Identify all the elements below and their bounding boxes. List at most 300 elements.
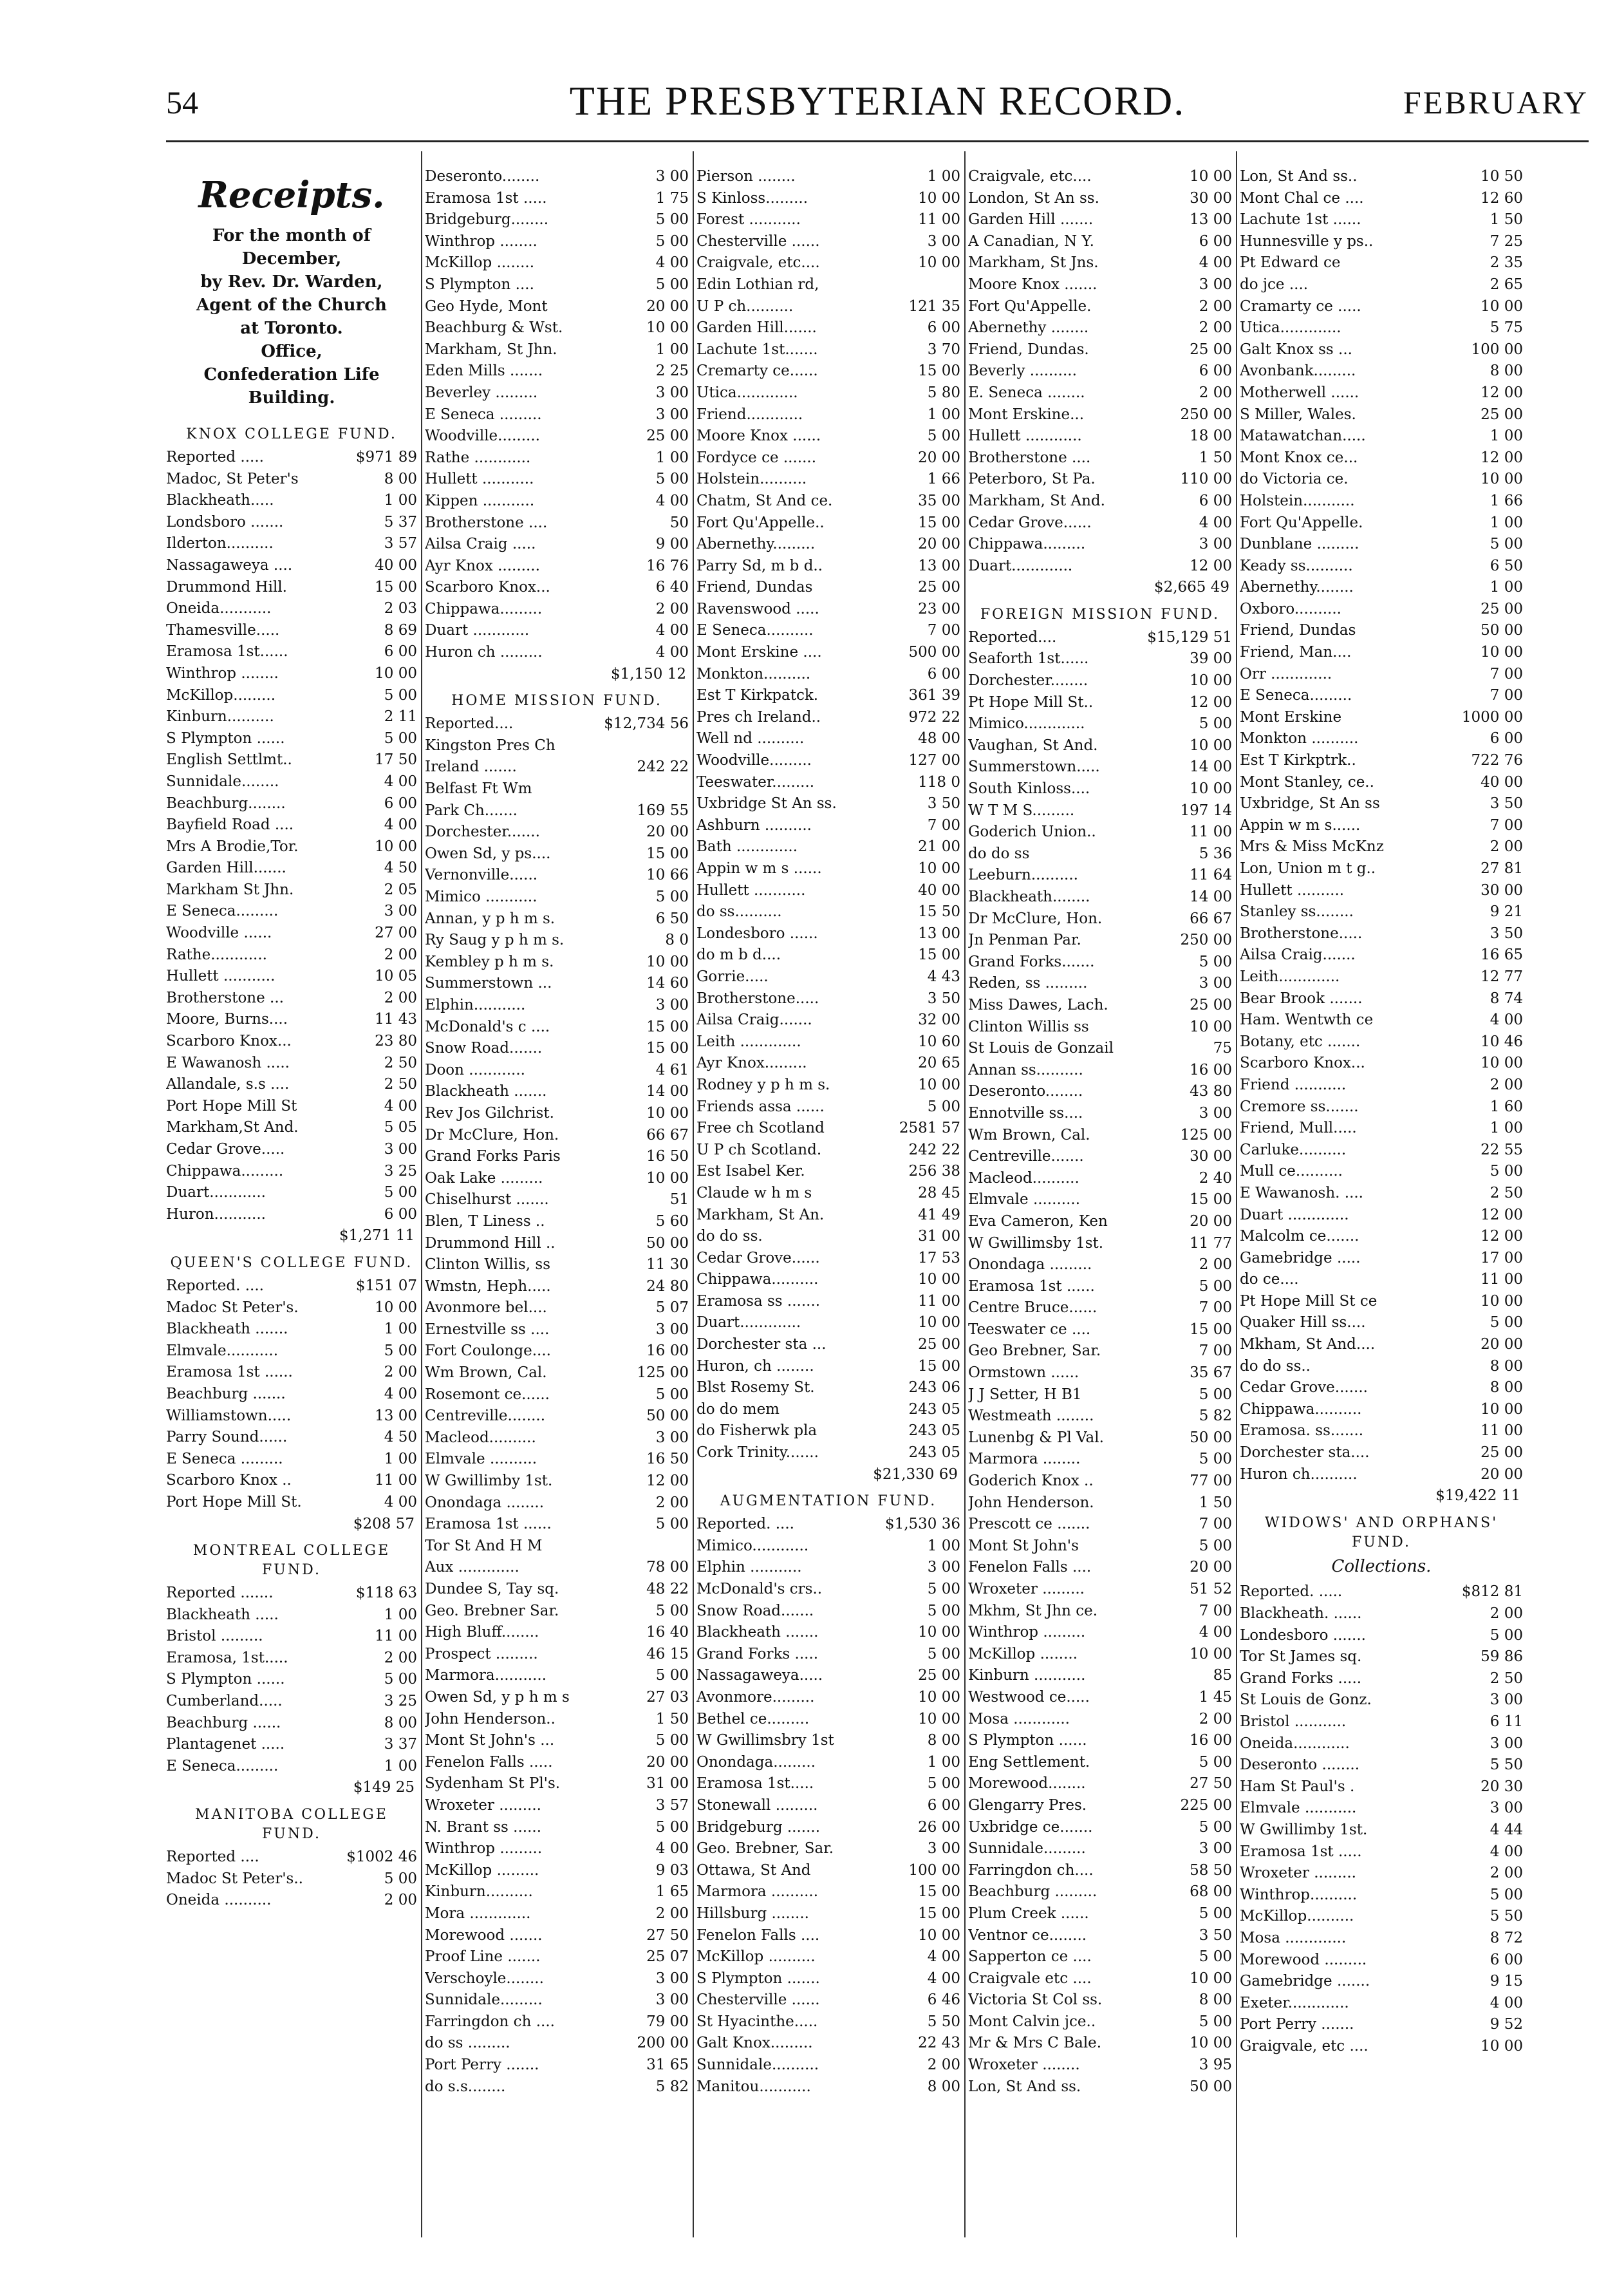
entry-name: Ham St Paul's .: [1240, 1778, 1355, 1795]
entry-name: Sunnidale.........: [968, 1840, 1086, 1858]
entry-row: [1240, 577, 1523, 599]
entry-name: Free ch Scotland: [696, 1120, 825, 1137]
entry-amount: 2 25: [655, 362, 689, 380]
entry-row: [696, 252, 960, 274]
entry-amount: 10 00: [918, 1926, 960, 1944]
entry-row: [968, 1860, 1232, 1882]
entry-row: [166, 836, 417, 858]
entry-name: Huron ch .........: [425, 644, 543, 661]
entry-name: Beachburg........: [166, 795, 286, 812]
entry-row: [1240, 664, 1523, 686]
entry-row: [968, 1665, 1232, 1687]
entry-name: Rathe ............: [425, 449, 531, 466]
entry-amount: 250 00: [1180, 406, 1232, 423]
entry-row: [1240, 750, 1523, 772]
entry-name: Woodville.........: [425, 428, 540, 445]
entry-amount: 9 03: [655, 1861, 689, 1879]
entry-row: [166, 1096, 417, 1118]
entry-name: Thamesville.....: [166, 621, 280, 639]
entry-row: [166, 1031, 417, 1053]
entry-amount: 7 00: [927, 622, 960, 639]
entry-row: [1240, 1442, 1523, 1464]
entry-row: [696, 1773, 960, 1795]
entry-amount: 46 15: [646, 1645, 689, 1662]
entry-amount: 39 00: [1190, 650, 1232, 668]
entry-name: Port Perry .......: [1240, 2016, 1354, 2033]
entry-name: Chippawa.........: [968, 536, 1086, 553]
entry-name: Utica.............: [1240, 319, 1341, 337]
entry-amount: 4 00: [1490, 1012, 1523, 1029]
entry-row: [968, 1233, 1232, 1255]
entry-name: Gorrie.....: [696, 968, 769, 985]
entry-amount: 10 00: [1190, 672, 1232, 690]
entry-row: [1240, 1668, 1523, 1690]
entry-name: Onondaga.........: [696, 1753, 816, 1771]
entry-amount: 48 00: [918, 730, 960, 748]
entry-amount: 17 53: [918, 1249, 960, 1266]
entry-name: Eramosa, 1st.....: [166, 1649, 288, 1666]
entry-row: [968, 1168, 1232, 1190]
entry-row: [1240, 1075, 1523, 1096]
entry-row: [696, 1514, 960, 1536]
column-5: [1240, 166, 1523, 2252]
entry-name: Mont Calvin jce..: [968, 2013, 1096, 2030]
entry-row: [968, 1103, 1232, 1125]
entry-row: [425, 2011, 689, 2033]
entry-row: [1240, 2014, 1523, 2036]
entry-name: Eramosa 1st ......: [425, 1516, 552, 1533]
entry-amount: 125 00: [1180, 1126, 1232, 1143]
entry-amount: 16 00: [646, 1342, 689, 1360]
entry-amount: 8 00: [927, 1732, 960, 1749]
entry-amount: 5 00: [1199, 1386, 1232, 1403]
entry-amount: 3 00: [1199, 1104, 1232, 1122]
entry-amount: 5 00: [927, 1645, 960, 1662]
entry-name: Plum Creek ......: [968, 1905, 1089, 1922]
entry-row: [166, 490, 417, 512]
entry-name: Duart.............: [696, 1314, 801, 1331]
entry-amount: 6 11: [1490, 1713, 1523, 1730]
entry-row: [696, 317, 960, 339]
entry-row: [696, 404, 960, 426]
entry-row: [696, 1442, 960, 1464]
entry-name: Chesterville ......: [696, 232, 820, 250]
entry-row: [696, 339, 960, 361]
entry-row: [968, 317, 1232, 339]
entry-row: [1240, 1950, 1523, 1971]
entry-name: Wm Brown, Cal.: [425, 1364, 547, 1382]
entry-row: [968, 713, 1232, 735]
entry-row: [425, 491, 689, 513]
entry-amount: 10 00: [918, 1076, 960, 1093]
entry-name: Madoc St Peter's.: [166, 1299, 299, 1316]
entry-name: Ry Saug y p h m s.: [425, 932, 565, 949]
entry-name: Port Hope Mill St.: [166, 1493, 302, 1510]
entry-amount: 15 00: [918, 1883, 960, 1901]
intro-line: December,: [241, 249, 342, 268]
entry-name: Friend, Dundas: [696, 579, 813, 596]
entry-amount: 23 80: [375, 1033, 417, 1050]
entry-amount: 17 00: [1480, 1249, 1523, 1266]
entry-name: Summerstown.....: [968, 758, 1100, 776]
entry-row: [1240, 945, 1523, 966]
entry-name: Ashburn ..........: [696, 816, 812, 834]
entry-row: [696, 1536, 960, 1557]
entry-row: [1240, 707, 1523, 729]
entry-amount: 1 45: [1199, 1688, 1232, 1706]
entry-name: Eng Settlement.: [968, 1753, 1090, 1771]
entry-amount: 10 00: [918, 1624, 960, 1641]
entry-name: Ham. Wentwth ce: [1240, 1012, 1374, 1029]
entry-row: [425, 713, 689, 735]
entry-amount: 6 00: [927, 665, 960, 682]
entry-amount: 10 00: [918, 1314, 960, 1331]
entry-name: Rev Jos Gilchrist.: [425, 1104, 554, 1122]
entry-row: [696, 166, 960, 188]
entry-amount: 1 50: [1490, 211, 1523, 229]
entry-row: [696, 1096, 960, 1118]
entry-row: [425, 1038, 689, 1060]
entry-amount: 77 00: [1190, 1473, 1232, 1490]
entry-name: Moore Knox ......: [696, 428, 821, 445]
entry-row: [166, 1117, 417, 1139]
entry-row: [425, 1514, 689, 1536]
entry-row: [696, 513, 960, 534]
entry-row: [968, 426, 1232, 447]
entry-name: Fort Coulonge....: [425, 1342, 551, 1360]
entry-name: Moore, Burns....: [166, 1011, 288, 1028]
entry-amount: 2 00: [927, 2056, 960, 2074]
entry-row: [1240, 923, 1523, 945]
entry-name: S Plympton .......: [696, 1970, 820, 1987]
entry-row: [696, 577, 960, 599]
entry-name: Bridgeburg........: [425, 211, 549, 229]
entry-name: Proof Line .......: [425, 1948, 541, 1966]
entry-amount: 5 00: [655, 1732, 689, 1749]
entry-amount: 8 72: [1490, 1929, 1523, 1946]
entry-amount: 79 00: [646, 2013, 689, 2030]
entry-amount: 4 00: [655, 492, 689, 509]
entry-amount: 7 00: [1199, 1516, 1232, 1533]
entry-name: Ernestville ss ....: [425, 1321, 550, 1338]
entry-row: [1240, 1711, 1523, 1733]
entry-amount: 4 44: [1490, 1821, 1523, 1838]
entry-row: [1240, 793, 1523, 815]
entry-row: [968, 1406, 1232, 1427]
entry-amount: 9 21: [1490, 903, 1523, 921]
entry-row: [968, 1492, 1232, 1514]
entry-row: [968, 1903, 1232, 1925]
entry-name: Orr .............: [1240, 665, 1332, 682]
entry-name: Scarboro Knox ..: [166, 1472, 292, 1489]
entry-name: Grand Forks .....: [696, 1645, 819, 1662]
entry-amount: 10 00: [1190, 737, 1232, 754]
entry-amount: 85: [1213, 1667, 1232, 1684]
entry-name: Uxbridge ce.......: [968, 1818, 1093, 1836]
entry-amount: 2 50: [1490, 1670, 1523, 1687]
entry-row: [1240, 1161, 1523, 1183]
entry-row: [1240, 361, 1523, 382]
entry-row: [425, 973, 689, 995]
entry-row: [968, 800, 1232, 822]
entry-amount: 5 00: [384, 1671, 417, 1688]
entry-amount: 11 00: [1190, 823, 1232, 841]
entry-name: S Miller, Wales.: [1240, 406, 1356, 423]
entry-name: Pierson ........: [696, 168, 796, 185]
entry-name: do do ss.: [696, 1228, 763, 1245]
entry-row: [166, 1319, 417, 1341]
knox-college-list: [166, 447, 417, 1225]
entry-row: [968, 1319, 1232, 1341]
entry-amount: 27 50: [1190, 1775, 1232, 1793]
entry-name: Botany, etc .......: [1240, 1033, 1361, 1050]
entry-name: W Gwillimby 1st.: [425, 1473, 553, 1490]
entry-row: [696, 599, 960, 621]
entry-name: Bridgeburg .......: [696, 1818, 821, 1836]
entry-amount: 15 00: [1190, 1191, 1232, 1209]
entry-name: Cumberland.....: [166, 1693, 283, 1710]
entry-amount: 2 05: [384, 881, 417, 898]
entry-row: [425, 642, 689, 664]
entry-row: [968, 1925, 1232, 1947]
entry-row: [166, 577, 417, 599]
entry-row: [1240, 1183, 1523, 1205]
entry-name: Mont Erskine: [1240, 708, 1342, 726]
entry-amount: 4 00: [655, 1840, 689, 1858]
entry-row: [696, 880, 960, 902]
entry-name: Cedar Grove......: [696, 1249, 820, 1266]
entry-row: [696, 793, 960, 815]
entry-amount: 2 00: [384, 946, 417, 963]
page-number: 54: [166, 84, 198, 120]
entry-name: McKillop ........: [425, 254, 535, 272]
entry-row: [696, 556, 960, 578]
entry-name: Dorchester sta....: [1240, 1444, 1370, 1462]
entry-name: Bayfield Road ....: [166, 816, 294, 834]
entry-name: St Louis de Gonzail: [968, 1040, 1114, 1057]
entry-row: [1240, 1140, 1523, 1162]
entry-name: Malcolm ce.......: [1240, 1228, 1359, 1245]
entry-name: Mkham, St And....: [1240, 1336, 1376, 1353]
entry-amount: 12 00: [1190, 693, 1232, 711]
entry-row: [968, 1146, 1232, 1168]
entry-row: [968, 513, 1232, 534]
entry-amount: 6 00: [1490, 730, 1523, 748]
entry-name: Goderich Union..: [968, 823, 1096, 841]
entry-row: [968, 166, 1232, 188]
entry-row: [166, 1890, 417, 1912]
entry-name: Blackheath .......: [696, 1624, 819, 1641]
entry-name: Utica.............: [696, 384, 798, 401]
entry-name: Beachburg ......: [166, 1714, 281, 1731]
entry-row: [1240, 209, 1523, 231]
entry-name: Deseronto........: [425, 168, 540, 185]
entry-row: [1240, 1269, 1523, 1291]
entry-row: [696, 491, 960, 513]
entry-amount: 243 06: [908, 1379, 960, 1397]
entry-row: [1240, 231, 1523, 253]
entry-row: [166, 793, 417, 815]
entry-amount: 2 11: [384, 708, 417, 726]
entry-name: Eramosa ss .......: [696, 1292, 821, 1310]
entry-amount: 12 00: [1480, 1206, 1523, 1223]
entry-amount: 13 00: [375, 1407, 417, 1424]
entry-name: Centre Bruce......: [968, 1299, 1097, 1317]
entry-row: [696, 923, 960, 945]
entry-row: [968, 1990, 1232, 2011]
entry-row: [166, 641, 417, 663]
entry-amount: 15 00: [646, 1040, 689, 1057]
entry-name: Oneida............: [1240, 1735, 1350, 1752]
entry-row: [425, 1341, 689, 1362]
entry-row: [425, 1297, 689, 1319]
entry-name: Mont Erskine ....: [696, 644, 822, 661]
entry-name: Goderich Knox ..: [968, 1473, 1094, 1490]
entry-amount: 5 00: [1199, 2013, 1232, 2030]
entry-row: [968, 339, 1232, 361]
entry-row: [425, 1017, 689, 1039]
entry-row: [1240, 772, 1523, 794]
receipt-list: [425, 166, 689, 664]
entry-name: Garden Hill.......: [166, 860, 286, 877]
entry-row: [166, 1009, 417, 1031]
entry-row: [1240, 339, 1523, 361]
entry-row: [425, 534, 689, 556]
entry-amount: 17 50: [375, 751, 417, 769]
entry-row: [968, 1276, 1232, 1298]
entry-row: [696, 1248, 960, 1270]
entry-amount: 2 00: [384, 1649, 417, 1666]
entry-name: Farringdon ch....: [968, 1861, 1094, 1879]
entry-row: [1240, 901, 1523, 923]
entry-name: Markham, St Jns.: [968, 254, 1099, 272]
entry-name: U P ch Scotland.: [696, 1141, 822, 1158]
entry-amount: 11 30: [646, 1256, 689, 1274]
entry-row: [425, 1752, 689, 1774]
entry-row: [1240, 166, 1523, 188]
entry-amount: 31 00: [646, 1775, 689, 1793]
entry-name: Brotherstone ....: [968, 449, 1091, 466]
entry-name: Vernonville......: [425, 867, 538, 884]
entry-name: Oak Lake .........: [425, 1169, 543, 1187]
entry-row: [968, 648, 1232, 670]
entry-row: [968, 231, 1232, 253]
header-rule: [166, 140, 1589, 142]
entry-row: [968, 188, 1232, 210]
column-1: [166, 166, 417, 2252]
entry-row: [425, 2055, 689, 2076]
entry-name: Kinburn ...........: [968, 1667, 1086, 1684]
entry-row: [696, 1968, 960, 1990]
entry-amount: 5 00: [384, 1870, 417, 1887]
entry-amount: 12 00: [1190, 557, 1232, 574]
entry-name: Hullett ...........: [425, 471, 534, 488]
entry-amount: 7 25: [1490, 232, 1523, 250]
entry-name: Rosemont ce......: [425, 1386, 550, 1403]
entry-amount: 15 00: [918, 1905, 960, 1922]
entry-name: Wroxeter .........: [425, 1796, 541, 1814]
entry-name: Duart ............: [425, 622, 530, 639]
entry-amount: 16 00: [1190, 1061, 1232, 1078]
entry-amount: 2 00: [655, 1494, 689, 1511]
entry-name: Owen Sd, y p h m s: [425, 1688, 570, 1706]
entry-row: [968, 952, 1232, 974]
entry-name: Drummond Hill.: [166, 578, 287, 596]
entry-amount: 10 00: [918, 1688, 960, 1706]
entry-name: McDonald's c ....: [425, 1018, 550, 1035]
entry-amount: 2 00: [384, 1892, 417, 1909]
entry-row: [968, 973, 1232, 995]
entry-row: [1240, 1031, 1523, 1053]
entry-row: [425, 166, 689, 188]
entry-amount: 7 00: [1490, 816, 1523, 834]
entry-amount: 5 00: [1199, 1277, 1232, 1295]
knox-total: $1,271 11: [339, 1227, 415, 1245]
entry-name: Dorchester.......: [425, 823, 540, 841]
entry-amount: 30 00: [1480, 881, 1523, 899]
entry-amount: 1 50: [1199, 1494, 1232, 1511]
entry-name: Mull ce..........: [1240, 1163, 1343, 1180]
entry-name: Blst Rosemy St.: [696, 1379, 815, 1397]
entry-name: Mora .............: [425, 1905, 531, 1922]
entry-row: [166, 1275, 417, 1297]
entry-amount: 7 00: [1199, 1602, 1232, 1619]
entry-amount: 4 50: [384, 1429, 417, 1446]
entry-row: [425, 252, 689, 274]
entry-amount: 5 00: [927, 1775, 960, 1793]
entry-amount: 5 00: [655, 1667, 689, 1684]
entry-row: [425, 1622, 689, 1644]
entry-name: Madoc, St Peter's: [166, 470, 299, 487]
entry-row: [166, 901, 417, 923]
receipts-heading: Receipts.: [198, 174, 385, 216]
entry-name: Blackheath .......: [166, 1321, 288, 1338]
entry-amount: 5 00: [1490, 1314, 1523, 1331]
intro-line: Agent of the Church: [196, 296, 387, 315]
entry-row: [166, 1362, 417, 1384]
entry-amount: 25 00: [918, 579, 960, 596]
entry-row: [968, 252, 1232, 274]
entry-row: [425, 822, 689, 843]
entry-row: [425, 865, 689, 887]
entry-row: [166, 1847, 417, 1868]
entry-amount: 5 00: [927, 1098, 960, 1115]
entry-row: [968, 556, 1232, 578]
entry-row: [696, 2011, 960, 2033]
entry-name: Park Ch.......: [425, 802, 518, 819]
entry-row: [968, 1644, 1232, 1666]
entry-name: Elphin ...........: [696, 1559, 802, 1576]
entry-name: John Henderson.: [968, 1494, 1094, 1511]
entry-name: Reported. ....: [696, 1516, 794, 1533]
entry-name: Chesterville ......: [696, 1991, 820, 2009]
entry-amount: 5 00: [927, 428, 960, 445]
entry-row: [696, 1601, 960, 1623]
entry-row: [166, 966, 417, 988]
entry-row: [425, 1319, 689, 1341]
entry-amount: 4 00: [384, 816, 417, 834]
entry-name: Friend, Dundas: [1240, 622, 1356, 639]
entry-amount: 1 00: [1490, 514, 1523, 531]
foreign-mission-title: FOREIGN MISSION FUND.: [980, 606, 1220, 623]
entry-row: [425, 599, 689, 621]
entry-row: [696, 1312, 960, 1334]
entry-name: S Plympton ......: [968, 1732, 1087, 1749]
entry-row: [696, 750, 960, 772]
entry-name: Aux .............: [425, 1559, 519, 1576]
entry-amount: 6 46: [927, 1991, 960, 2009]
entry-row: [696, 707, 960, 729]
